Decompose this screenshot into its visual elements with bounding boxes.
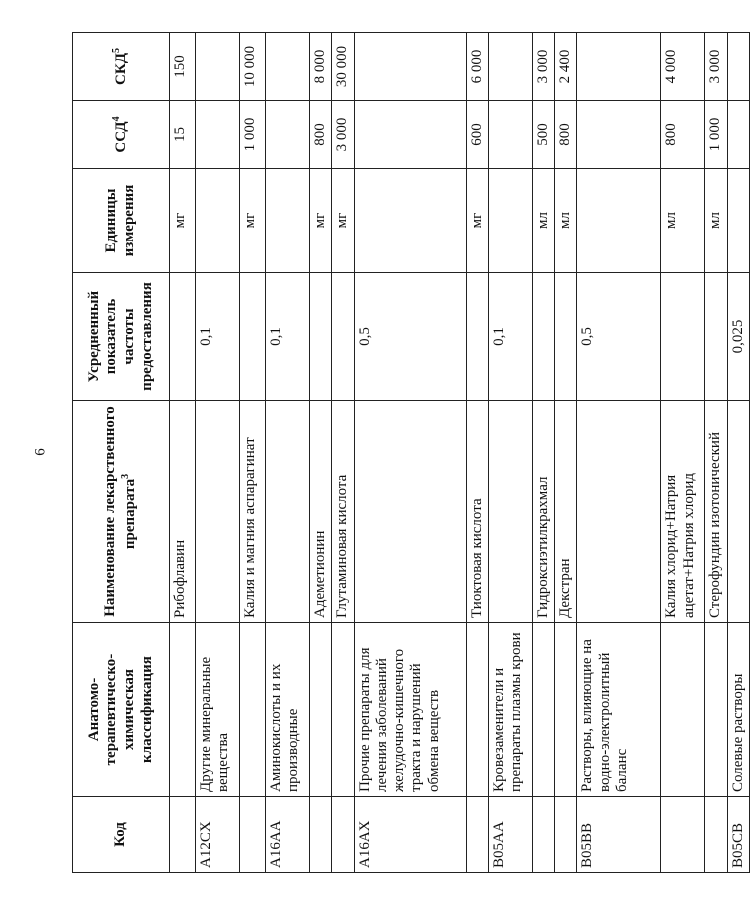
rotated-table-container	[72, 33, 746, 873]
cell-units	[196, 169, 240, 273]
header-skd: СКД$^5$	[73, 33, 170, 101]
cell-code	[555, 797, 577, 873]
cell-drug	[354, 401, 466, 623]
cell-ssd: 600	[466, 101, 488, 169]
cell-freq	[705, 273, 727, 401]
cell-freq	[555, 273, 577, 401]
cell-units	[354, 169, 466, 273]
cell-ssd: 15	[170, 101, 196, 169]
cell-code	[466, 797, 488, 873]
cell-skd	[354, 33, 466, 101]
table-row	[577, 33, 661, 873]
cell-ssd: 1 000	[240, 101, 266, 169]
cell-units	[727, 169, 749, 273]
cell-skd: 8 000	[310, 33, 332, 101]
cell-code: B05AA	[488, 797, 532, 873]
cell-atc	[466, 623, 488, 797]
table-row	[488, 33, 532, 873]
cell-units: мг	[466, 169, 488, 273]
table-row	[705, 33, 727, 873]
table-row	[354, 33, 466, 873]
cell-atc	[555, 623, 577, 797]
cell-drug: Тиоктовая кислота	[466, 401, 488, 623]
cell-skd: 10 000	[240, 33, 266, 101]
cell-freq	[532, 273, 554, 401]
cell-freq	[466, 273, 488, 401]
cell-code	[332, 797, 354, 873]
cell-atc	[170, 623, 196, 797]
header-frequency: Усредненный показатель частоты предоставления	[73, 273, 170, 401]
cell-code: A16AX	[354, 797, 466, 873]
cell-code	[705, 797, 727, 873]
cell-ssd	[727, 101, 749, 169]
table-row	[266, 33, 310, 873]
cell-ssd	[266, 101, 310, 169]
cell-ssd	[354, 101, 466, 169]
cell-drug: Декстран	[555, 401, 577, 623]
cell-ssd: 800	[310, 101, 332, 169]
cell-freq	[170, 273, 196, 401]
cell-ssd: 1 000	[705, 101, 727, 169]
cell-freq: 0,5	[354, 273, 466, 401]
cell-atc: Прочие препараты для лечения заболеваний желудочно-кишечного тракта и нарушений обмена веществ	[354, 623, 466, 797]
cell-atc	[532, 623, 554, 797]
cell-atc: Растворы, влияющие на водно-электролитный баланс	[577, 623, 661, 797]
cell-code	[240, 797, 266, 873]
cell-units: мл	[705, 169, 727, 273]
cell-freq: 0,025	[727, 273, 749, 401]
cell-freq: 0,5	[577, 273, 661, 401]
table-row	[532, 33, 554, 873]
cell-skd: 3 000	[705, 33, 727, 101]
cell-drug: Рибофлавин	[170, 401, 196, 623]
cell-skd	[266, 33, 310, 101]
cell-skd	[196, 33, 240, 101]
cell-ssd: 800	[555, 101, 577, 169]
cell-code: B05BB	[577, 797, 661, 873]
cell-atc	[332, 623, 354, 797]
table-row	[466, 33, 488, 873]
cell-units	[488, 169, 532, 273]
cell-code: B05CB	[727, 797, 749, 873]
header-drug: Наименование лекарственного препарата$^3$	[73, 401, 170, 623]
cell-drug: Гидроксиэтилкрахмал	[532, 401, 554, 623]
cell-ssd	[488, 101, 532, 169]
cell-units: мл	[532, 169, 554, 273]
drug-table	[72, 32, 750, 873]
table-row	[196, 33, 240, 873]
cell-freq	[661, 273, 705, 401]
cell-units	[577, 169, 661, 273]
cell-ssd	[196, 101, 240, 169]
cell-code	[661, 797, 705, 873]
cell-freq: 0,1	[196, 273, 240, 401]
cell-code	[310, 797, 332, 873]
table-row	[240, 33, 266, 873]
header-units: Единицы измерения	[73, 169, 170, 273]
cell-drug	[196, 401, 240, 623]
cell-skd: 4 000	[661, 33, 705, 101]
cell-units: мл	[555, 169, 577, 273]
cell-units: мг	[310, 169, 332, 273]
cell-atc	[240, 623, 266, 797]
cell-drug: Глутаминовая кислота	[332, 401, 354, 623]
cell-drug: Калия и магния аспарагинат	[240, 401, 266, 623]
table-row	[170, 33, 196, 873]
cell-freq: 0,1	[488, 273, 532, 401]
cell-atc: Солевые растворы	[727, 623, 749, 797]
cell-skd	[488, 33, 532, 101]
cell-freq: 0,1	[266, 273, 310, 401]
table-row	[555, 33, 577, 873]
cell-drug	[266, 401, 310, 623]
cell-units: мг	[240, 169, 266, 273]
cell-freq	[310, 273, 332, 401]
cell-atc	[661, 623, 705, 797]
cell-ssd: 500	[532, 101, 554, 169]
cell-ssd: 800	[661, 101, 705, 169]
cell-code: A12CX	[196, 797, 240, 873]
table-body	[170, 33, 750, 873]
table-row	[332, 33, 354, 873]
header-code: Код	[73, 797, 170, 873]
cell-skd	[727, 33, 749, 101]
cell-code	[170, 797, 196, 873]
cell-units	[266, 169, 310, 273]
cell-drug	[488, 401, 532, 623]
cell-atc: Аминокислоты и их производные	[266, 623, 310, 797]
page-number: 6	[32, 448, 49, 456]
cell-drug: Стерофундин изотонический	[705, 401, 727, 623]
cell-atc	[310, 623, 332, 797]
cell-code	[532, 797, 554, 873]
cell-code: A16AA	[266, 797, 310, 873]
cell-skd	[577, 33, 661, 101]
header-atc: Анатомо-терапевтическо-химическая классификация	[73, 623, 170, 797]
header-ssd: ССД$^4$	[73, 101, 170, 169]
cell-ssd	[577, 101, 661, 169]
table-row	[661, 33, 705, 873]
cell-skd: 150	[170, 33, 196, 101]
table-row	[727, 33, 749, 873]
cell-ssd: 3 000	[332, 101, 354, 169]
cell-freq	[332, 273, 354, 401]
cell-drug	[727, 401, 749, 623]
cell-drug	[577, 401, 661, 623]
cell-skd: 3 000	[532, 33, 554, 101]
header-row	[73, 33, 170, 873]
cell-drug: Адеметионин	[310, 401, 332, 623]
cell-skd: 2 400	[555, 33, 577, 101]
cell-skd: 30 000	[332, 33, 354, 101]
cell-skd: 6 000	[466, 33, 488, 101]
cell-units: мг	[170, 169, 196, 273]
cell-atc: Кровезаменители и препараты плазмы крови	[488, 623, 532, 797]
cell-atc	[705, 623, 727, 797]
cell-drug: Калия хлорид+Натрия ацетат+Натрия хлорид	[661, 401, 705, 623]
table-row	[310, 33, 332, 873]
cell-units: мг	[332, 169, 354, 273]
cell-atc: Другие минеральные вещества	[196, 623, 240, 797]
cell-units: мл	[661, 169, 705, 273]
cell-freq	[240, 273, 266, 401]
